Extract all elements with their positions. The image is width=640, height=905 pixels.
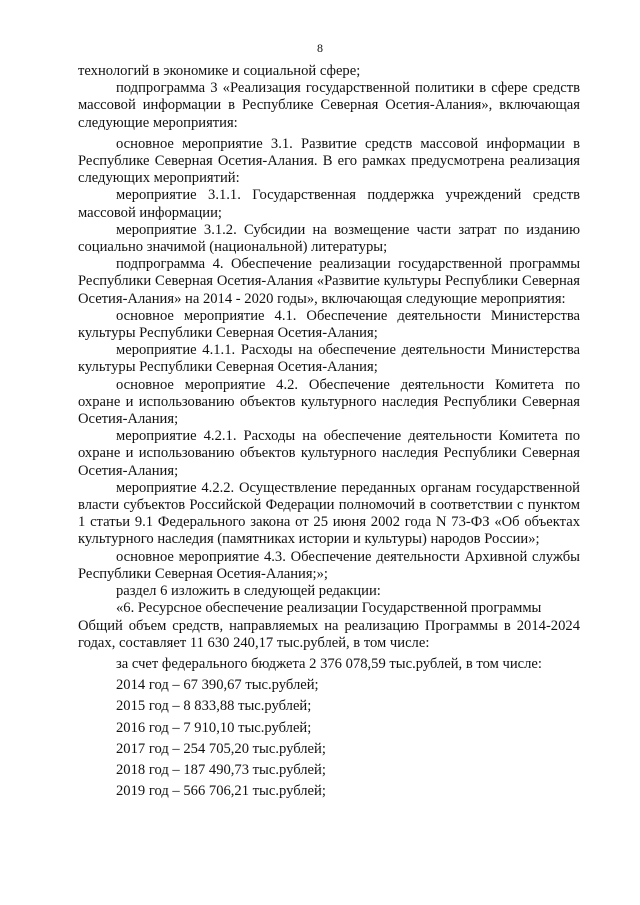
paragraph: подпрограмма 4. Обеспечение реализации государственной программы Республики Северная Осетия-Алания «Развитие культуры Республики Северная Осетия-Алания» на 2014 - 2020 годы», включающая следующие мероприятия: <box>78 256 580 307</box>
year-amount-item: 2015 год – 8 833,88 тыс.рублей; <box>116 698 312 715</box>
paragraph: мероприятие 3.1.1. Государственная поддержка учреждений средств массовой информации; <box>78 187 580 221</box>
year-amount-item: 2016 год – 7 910,10 тыс.рублей; <box>116 719 312 736</box>
paragraph: подпрограмма 3 «Реализация государственной политики в сфере средств массовой информации в Республике Северная Осетия-Алания», включающая следующие мероприятия: <box>78 80 580 131</box>
year-amount-item: 2019 год – 566 706,21 тыс.рублей; <box>116 783 326 800</box>
paragraph: мероприятие 4.1.1. Расходы на обеспечение деятельности Министерства культуры Республики Северная Осетия-Алания; <box>78 342 580 376</box>
paragraph: раздел 6 изложить в следующей редакции: <box>116 583 381 600</box>
paragraph: мероприятие 4.2.1. Расходы на обеспечение деятельности Комитета по охране и использованию объектов культурного наследия Республики Северная Осетия-Алания; <box>78 428 580 479</box>
paragraph: за счет федерального бюджета 2 376 078,59 тыс.рублей, в том числе: <box>116 655 542 672</box>
paragraph: основное мероприятие 3.1. Развитие средств массовой информации в Республике Северная Осетия-Алания. В его рамках предусмотрена реализация следующих мероприятий: <box>78 135 580 187</box>
year-amount-item: 2014 год – 67 390,67 тыс.рублей; <box>116 677 319 694</box>
year-amount-item: 2017 год – 254 705,20 тыс.рублей; <box>116 740 326 757</box>
paragraph: основное мероприятие 4.3. Обеспечение деятельности Архивной службы Республики Северная Осетия-Алания;»; <box>78 548 580 582</box>
section-heading: «6. Ресурсное обеспечение реализации Государственной программы <box>116 600 542 617</box>
year-amount-item: 2018 год – 187 490,73 тыс.рублей; <box>116 761 326 778</box>
paragraph: мероприятие 4.2.2. Осуществление переданных органам государственной власти субъектов Российской Федерации полномочий в соответствии с пунктом 1 статьи 9.1 Федерального закона от 25 июня 2002 года N 73-ФЗ «Об объектах культурного наследия (памятниках истории и культуры) народов России»; <box>78 479 580 548</box>
paragraph: технологий в экономике и социальной сфере; <box>78 63 361 79</box>
paragraph: основное мероприятие 4.1. Обеспечение деятельности Министерства культуры Республики Северная Осетия-Алания; <box>78 307 580 342</box>
paragraph: Общий объем средств, направляемых на реализацию Программы в 2014-2024 годах, составляет 11 630 240,17 тыс.рублей, в том числе: <box>78 617 580 651</box>
paragraph: мероприятие 3.1.2. Субсидии на возмещение части затрат по изданию социально значимой (национальной) литературы; <box>78 221 580 256</box>
page-number: 8 <box>317 41 323 55</box>
document-body <box>78 63 580 800</box>
paragraph: основное мероприятие 4.2. Обеспечение деятельности Комитета по охране и использованию объектов культурного наследия Республики Северная Осетия-Алания; <box>78 376 580 428</box>
